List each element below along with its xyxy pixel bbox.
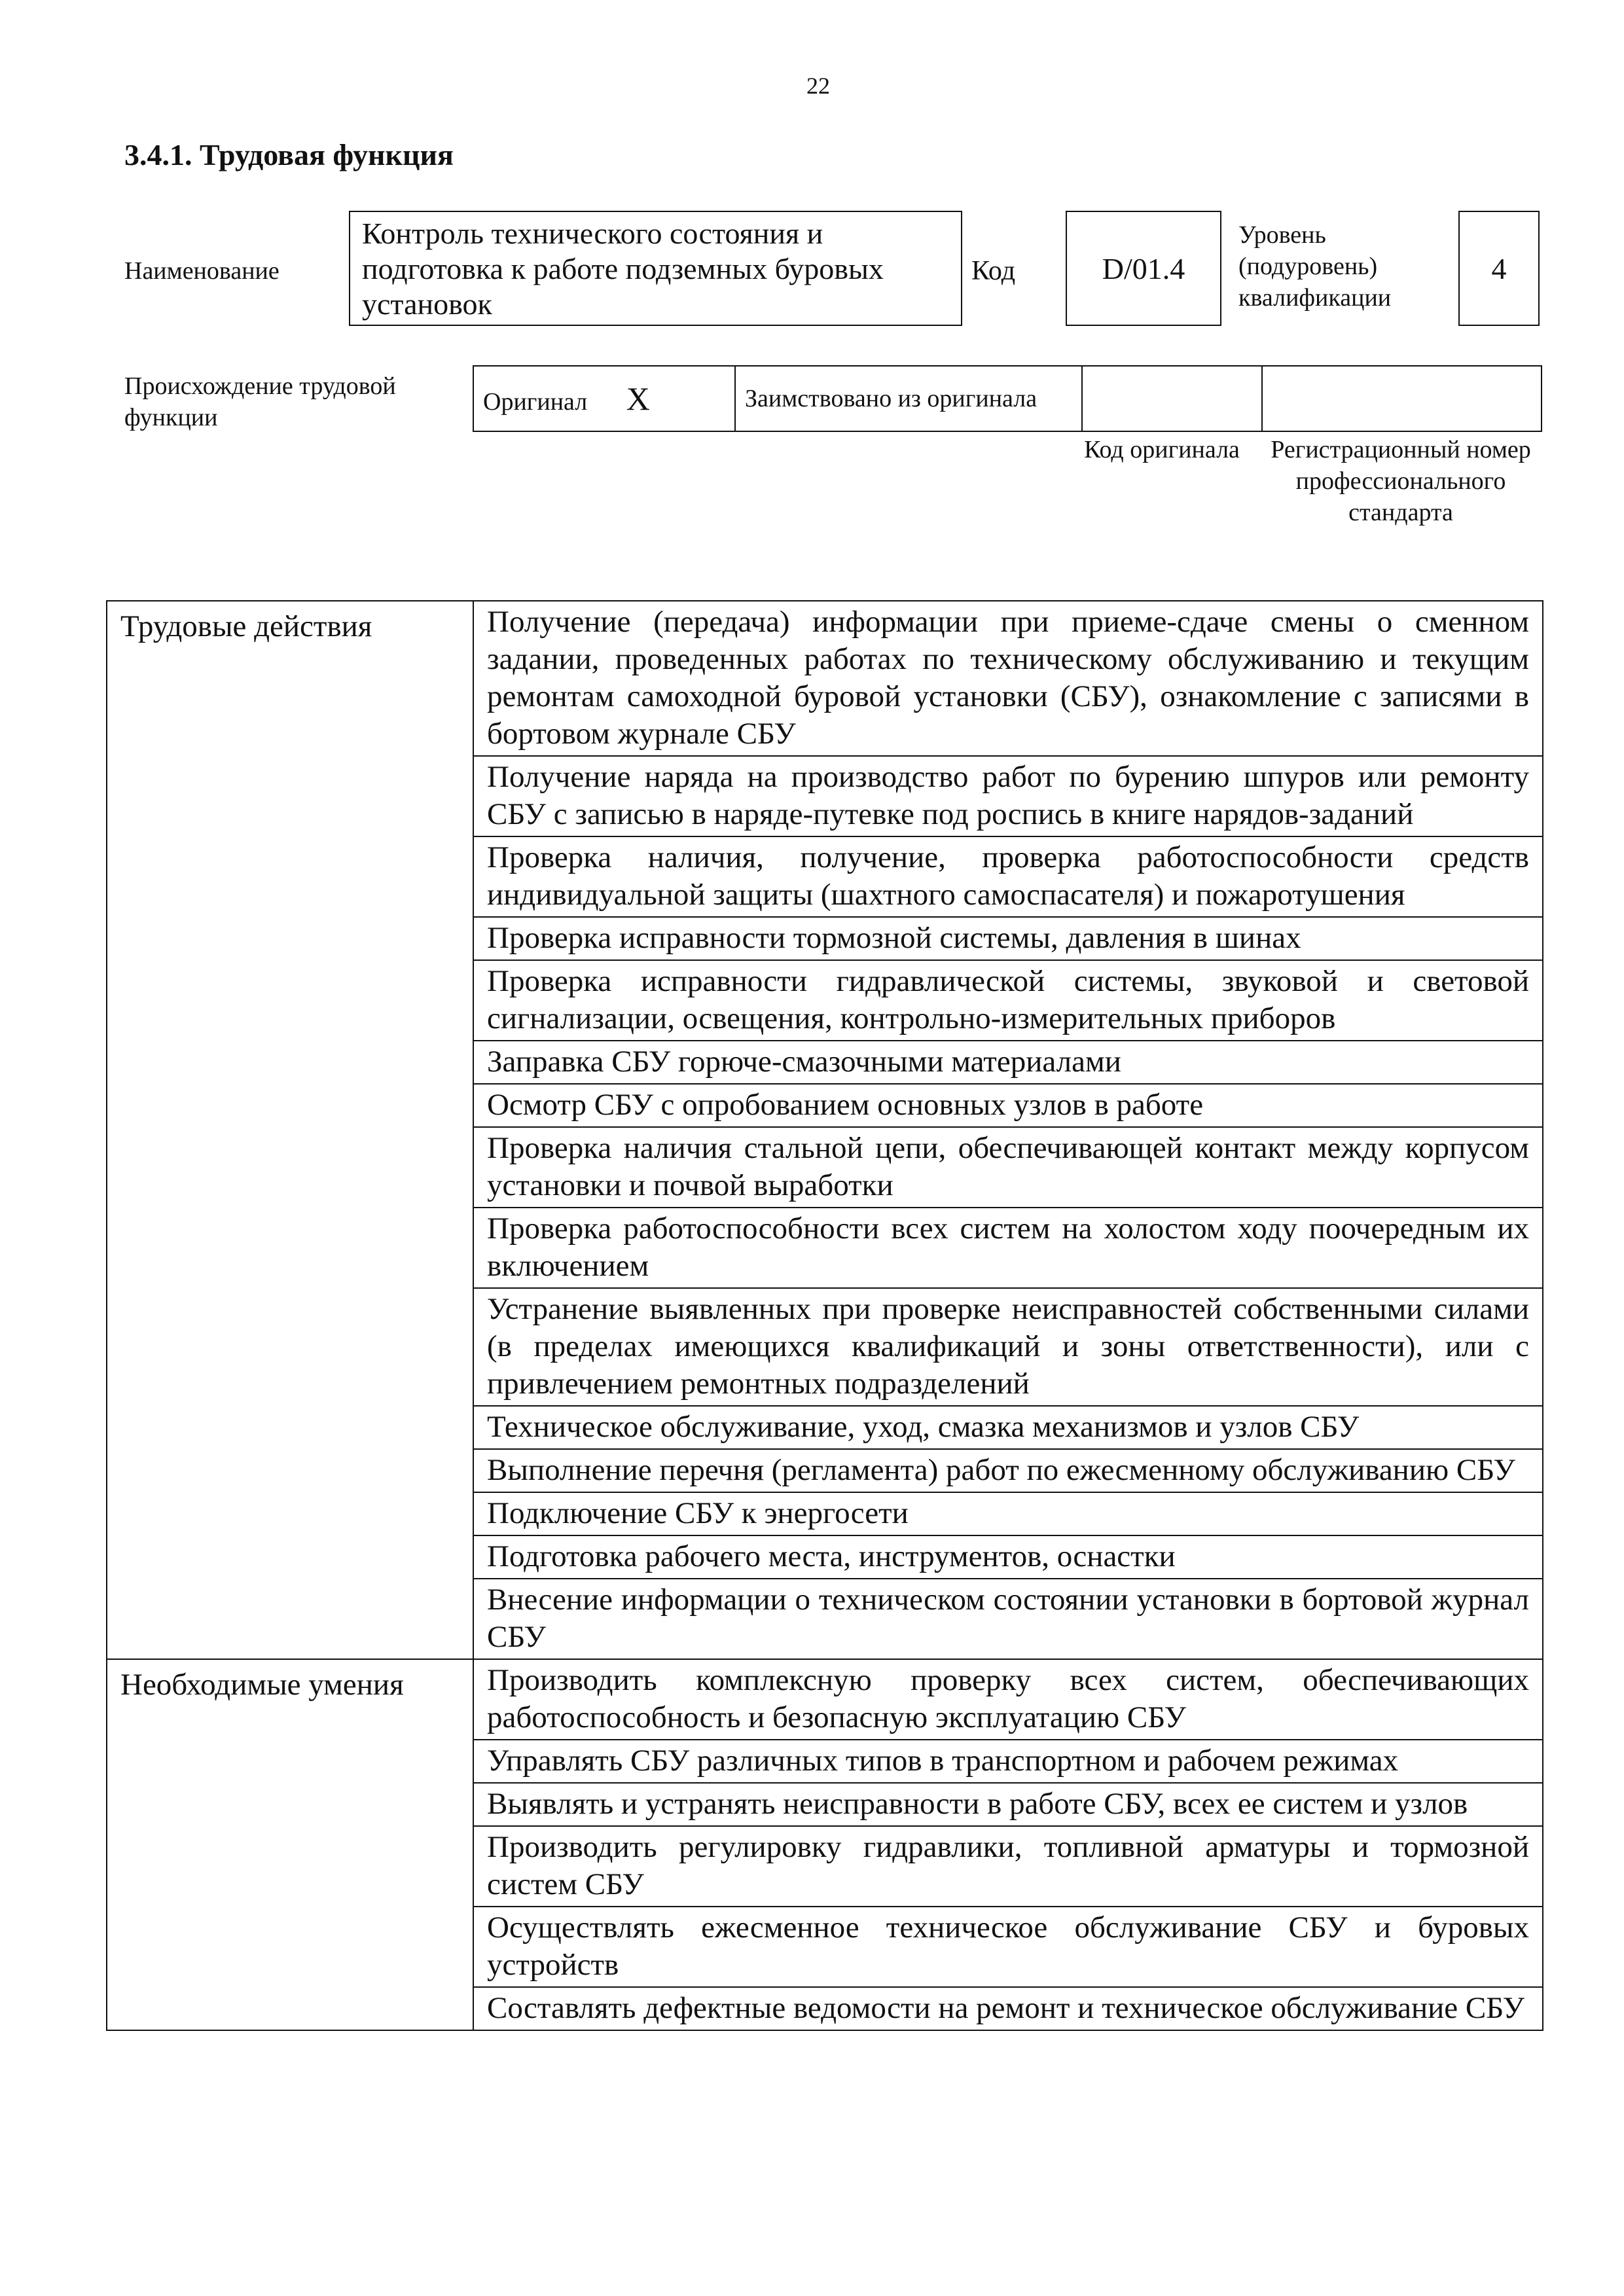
code-label: Код	[971, 256, 1016, 286]
level-value-box	[1458, 211, 1540, 326]
level-label: Уровень (подуровень) квалификации	[1238, 221, 1392, 312]
section-title: 3.4.1. Трудовая функция	[124, 138, 454, 171]
labor-action-item: Проверка исправности тормозной системы, давления в шинах	[473, 917, 1543, 960]
origin-reg-cell	[1262, 366, 1542, 431]
origin-original-cell	[473, 366, 735, 431]
name-value-box	[349, 211, 962, 326]
name-value: Контроль технического состояния и подготовка к работе подземных буровых установок	[362, 217, 884, 321]
code-value: D/01.4	[1102, 251, 1185, 285]
origin-original-mark: X	[626, 380, 650, 417]
labor-action-item: Заправка СБУ горюче-смазочными материалами	[473, 1041, 1543, 1084]
labor-action-row	[107, 601, 1543, 756]
skill-item: Осуществлять ежесменное техническое обслуживание СБУ и буровых устройств	[473, 1907, 1543, 1987]
level-value: 4	[1491, 251, 1507, 285]
labor-action-item: Подготовка рабочего места, инструментов, оснастки	[473, 1535, 1543, 1579]
origin-code-cell	[1082, 366, 1262, 431]
labor-action-item: Устранение выявленных при проверке неисправностей собственными силами (в пределах имеющихся квалификаций и зоны ответственности), или с привлечением ремонтных подразделений	[473, 1288, 1543, 1406]
labor-action-item: Проверка наличия, получение, проверка работоспособности средств индивидуальной защиты (шахтного самоспасателя) и пожаротушения	[473, 836, 1543, 917]
reg-number-caption: Регистрационный номер профессионального стандарта	[1271, 436, 1531, 526]
labor-action-item: Проверка наличия стальной цепи, обеспечивающей контакт между корпусом установки и почвой выработки	[473, 1127, 1543, 1208]
labor-action-item: Проверка работоспособности всех систем на холостом ходу поочередным их включением	[473, 1208, 1543, 1288]
skill-row	[107, 1659, 1543, 1740]
code-value-box	[1066, 211, 1221, 326]
origin-label: Происхождение трудовой функции	[124, 372, 396, 431]
labor-action-item: Выполнение перечня (регламента) работ по ежесменному обслуживанию СБУ	[473, 1449, 1543, 1492]
skill-category: Необходимые умения	[107, 1659, 473, 2030]
skill-item: Составлять дефектные ведомости на ремонт и техническое обслуживание СБУ	[473, 1987, 1543, 2030]
origin-original-label: Оригинал	[483, 388, 588, 416]
page-number: 22	[806, 73, 830, 99]
skill-item: Выявлять и устранять неисправности в работе СБУ, всех ее систем и узлов	[473, 1783, 1543, 1826]
function-table	[106, 600, 1543, 2031]
labor-action-item: Внесение информации о техническом состоянии установки в бортовой журнал СБУ	[473, 1579, 1543, 1659]
labor-action-item: Проверка исправности гидравлической системы, звуковой и световой сигнализации, освещения, контрольно-измерительных приборов	[473, 960, 1543, 1041]
origin-borrowed-label: Заимствовано из оригинала	[745, 385, 1038, 412]
skill-item: Производить регулировку гидравлики, топливной арматуры и тормозной систем СБУ	[473, 1826, 1543, 1907]
labor-action-item: Получение (передача) информации при приеме-сдаче смены о сменном задании, проведенных работах по техническому обслуживанию и текущим ремонтам самоходной буровой установки (СБУ), ознакомление с записями в бортовом журнале СБУ	[473, 601, 1543, 756]
origin-table	[473, 365, 1542, 432]
labor-action-category: Трудовые действия	[107, 601, 473, 1659]
skill-item: Управлять СБУ различных типов в транспортном и рабочем режимах	[473, 1740, 1543, 1783]
labor-action-item: Подключение СБУ к энергосети	[473, 1492, 1543, 1535]
origin-borrowed-cell	[735, 366, 1082, 431]
labor-action-item: Получение наряда на производство работ по бурению шпуров или ремонту СБУ с записью в наряде-путевке под роспись в книге нарядов-заданий	[473, 756, 1543, 836]
labor-action-item: Осмотр СБУ с опробованием основных узлов в работе	[473, 1084, 1543, 1127]
code-original-caption: Код оригинала	[1084, 436, 1240, 463]
labor-action-item: Техническое обслуживание, уход, смазка механизмов и узлов СБУ	[473, 1406, 1543, 1449]
skill-item: Производить комплексную проверку всех систем, обеспечивающих работоспособность и безопасную эксплуатацию СБУ	[473, 1659, 1543, 1740]
name-label: Наименование	[124, 257, 280, 285]
